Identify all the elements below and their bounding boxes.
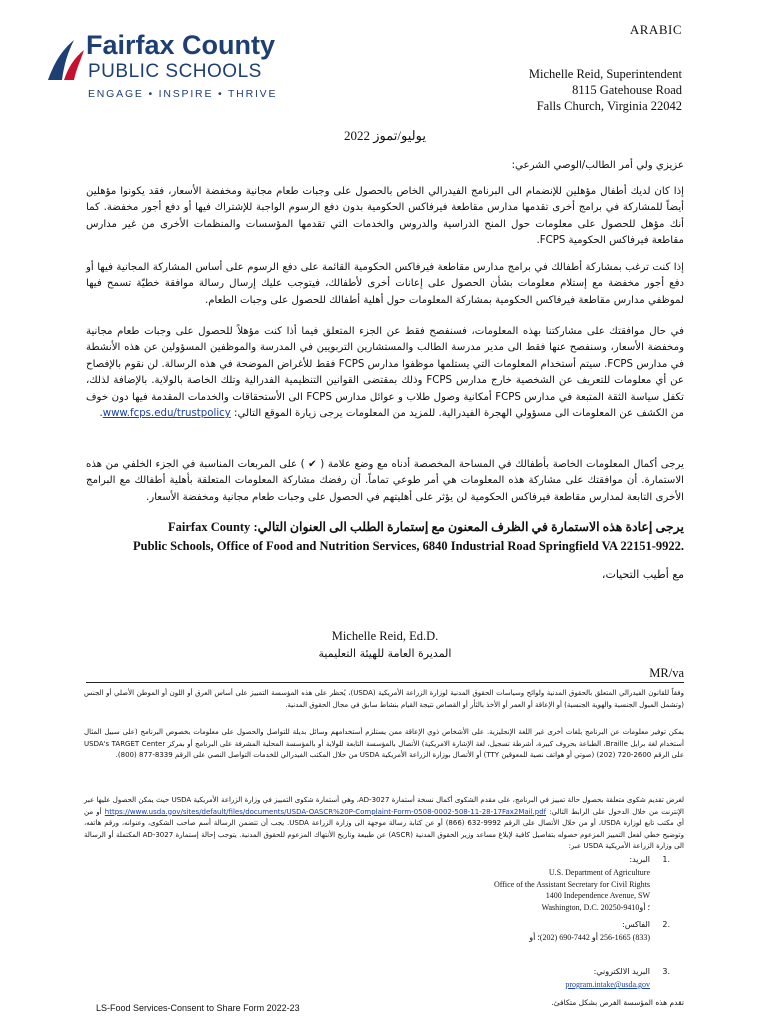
privacy-text: في حال موافقتك على مشاركتنا بهذه المعلومات، فسنفصح فقط عن الجزء المتعلق فيما أذا كنت مؤهلاً للحصول على وجبات طعام مجانية ومخفضة الأسعار، وسنفصح عنها فقط الى مدير مدرسة الطالب والمستشارين التربويين في المدرسة والموظفين المسؤولين عن هذه الأنشطة في مدارس FCPS. سيتم أستخدام المعلومات التي يستلمها موظفوا مدارس FCPS فقط للأغراض الموضحة في هذه الرسالة. لن نقوم بالإفصاح عن أي معلومات للتعريف عن الشخصية خارج مدارس FCPS وذلك بمقتضى القوانين التنظيمية الفدرالية وتلك الخاصة بالولاية. بالإضافة لذلك، تكفل سياسة الثقة المتبعة في مدارس FCPS أمكانية وصول طلاب و عوائل مدارس FCPS الى الأستحقاقات والخدمات المقدمة فيها دون خوف من الكشف عن المعلومات الى مسؤولي الهجرة الفيدرالية. للمزيد من المعلومات يرجى زيارة الموقع التالي: — [86, 326, 685, 420]
greeting: عزيزي ولي أمر الطالب/الوصي الشرعي: — [511, 160, 684, 171]
fax-numbers: (833) 256-1665 أو 7442-690 (202)؛ أو — [529, 933, 650, 942]
paragraph-privacy: في حال موافقتك على مشاركتنا بهذه المعلومات، فسنفصح فقط عن الجزء المتعلق فيما أذا كنت مؤهلاً للحصول على وجبات طعام مجانية ومخفضة الأسعار، وسنفصح عنها فقط الى مدير مدرسة الطالب والمستشارين التربويين في المدرسة والموظفين المسؤولين عن هذه الأنشطة في مدارس FCPS. سيتم أستخدام المعلومات التي يستلمها موظفوا مدارس FCPS فقط للأغراض الموضحة في هذه الرسالة. لن نقوم بالإفصاح عن أي معلومات للتعريف عن الشخصية خارج مدارس FCPS وذلك بمقتضى القوانين التنظيمية الفدرالية وتلك الخاصة بالولاية. بالإضافة لذلك، تكفل سياسة الثقة المتبعة في مدارس FCPS أمكانية وصول طلاب و عوائل مدارس FCPS الى الأستحقاقات والخدمات المقدمة فيها دون خوف من الكشف عن المعلومات الى مسؤولي الهجرة الفيدرالية. للمزيد من المعلومات يرجى زيارة الموقع التالي: www.fcps.edu/trustpolicy. — [86, 326, 685, 420]
intake-email-link[interactable]: program.intake@usda.gov — [565, 980, 650, 989]
complaint-intro: لغرض تقديم شكوى متعلقة بحصول حالة تمييز في البرنامج، على مقدم الشكوى أكمال نسخة أستمارة AD-3027، وهي أستمارة شكوى التمييز في وزارة الزراعة الأمريكية USDA حيث يمكن الحصول عليها عبر الإنترنت من خلال الدخول على الرابط التالي: — [84, 796, 684, 816]
address-city: Falls Church, Virginia 22042 — [536, 99, 682, 113]
mail-line: Washington, D.C. 20250-9410؛ أو — [541, 902, 650, 912]
mail-line: Office of the Assistant Secretary for Civil Rights — [493, 879, 650, 889]
accessibility-statement: يمكن توفير معلومات عن البرنامج بلغات أخرى غير اللغة الإنجليزية. على الأشخاص ذوي الإعاقة ممن يستلزم أستخدامهم وسائل بديلة للتواصل والحصول على معلومات بخصوص البرنامج (على سبيل المثال أستخدام لغة برايل Braille، الطباعة بحروف كبيرة، أشرطة تسجيل، لغة الإشارة الامريكية) الأتصال بالمؤسسة التابعة للولاية أو بالمؤسسة المحلية المشرفة على البرنامج أو بمركز USDA's TARGET Center على الرقم 2600-720 (202) (صوتي أو هواتف نصية للمعوقين TTY) أو الأتصال بوزارة الزراعة الأمريكية USDA من خلال المكتب الفيدرالي للخدمات التواصل النصي على الرقم 8339-877 (800). — [84, 728, 684, 760]
initials: MR/va — [649, 666, 684, 680]
language-label: ARABIC — [629, 22, 682, 37]
equal-opportunity-statement: تقدم هذه المؤسسة الفرص بشكل متكافئ. — [551, 998, 684, 1007]
signature-block — [0, 628, 770, 662]
list-number-1: 1. — [662, 855, 670, 864]
superintendent-address — [529, 66, 682, 114]
list-number-2: 2. — [662, 920, 670, 929]
address-street: 8115 Gatehouse Road — [572, 83, 682, 97]
paragraph-instructions: يرجى أكمال المعلومات الخاصة بأطفالك في المساحة المخصصة أدناه مع وضع علامة ( ✔ ) على المربعات المناسبة في الجزء الخلفي من هذه الاستمارة. أن موافقتك على مشاركة هذه المعلومات هي أمر طوعي تماماً. أن رفضك مشاركة المعلومات المتعلقة بأهلية أطفالك مع البرامج الأخرى التابعة لمدارس مقاطعة فيرفاكس الحكومية لن يؤثر على أهليتهم في الحصول على وجبات طعام مجانية ومخفضة الأسعار. — [86, 459, 684, 503]
fcps-logo — [36, 30, 336, 120]
list-label-mail: البريد: — [629, 855, 650, 864]
return-address-line: Public Schools, Office of Food and Nutrition Services, 6840 Industrial Road Springfield VA 22151-9922. — [133, 539, 684, 553]
signer-name: Michelle Reid, Ed.D. — [331, 629, 439, 643]
fcps-logo-mark-icon — [44, 34, 86, 86]
return-address-block — [84, 518, 684, 556]
complaint-form-link[interactable]: https://www.usda.gov/sites/default/files/documents/USDA-OASCR%20P-Complaint-Form-0508-0002-508-11-28-17Fax2Mail.pdf — [104, 807, 547, 816]
mail-line: 1400 Independence Avenue, SW — [545, 891, 650, 900]
list-label-email: البريد الالكتروني: — [593, 967, 650, 976]
list-label-fax: الفاكس: — [622, 920, 650, 929]
closing: مع أطيب التحيات، — [601, 568, 684, 581]
trust-policy-link[interactable]: www.fcps.edu/trustpolicy — [102, 408, 231, 420]
signer-title: المديرة العامة للهيئة التعليمية — [318, 647, 452, 660]
return-instruction-arabic: يرجى إعادة هذه الاستمارة في الظرف المعنون مع إستمارة الطلب الى العنوان التالي: — [253, 520, 684, 534]
form-id-footer: LS-Food Services-Consent to Share Form 2022-23 — [96, 1003, 300, 1013]
logo-text-fairfax-county: Fairfax County — [86, 30, 276, 60]
letter-date: يوليو/تموز 2022 — [344, 128, 426, 143]
logo-tagline: ENGAGE • INSPIRE • THRIVE — [88, 88, 278, 100]
paragraph-consent: إذا كنت ترغب بمشاركة أطفالك في برامج مدارس مقاطعة فيرفاكس الحكومية القائمة على دفع الرسوم على أساس المشاركة المجانية فيها أو دفع أجور مخفضة مع إستلام معلومات بشأن الحصول على إعانات أخرى لأطفالك، فيتوجب عليك إرسال رسالة موافقة خطيّة تسمح فيها لموظفي مدارس مقاطعة فيرفاكس الحكومية بمشاركة المعلومات حول أهلية أطفالك للحصول على وجبات الطعام. — [86, 262, 684, 306]
logo-text-public-schools: PUBLIC SCHOOLS — [88, 61, 262, 82]
list-number-3: 3. — [662, 967, 670, 976]
complaint-statement — [84, 795, 684, 853]
divider — [86, 682, 684, 683]
mailing-address — [494, 867, 650, 913]
complaint-instructions: أو من أي مكتب تابع لوزارة USDA، أو من خلال الأتصال على الرقم 9992-632 (866) أو عن كتابة رسالة موجهة الى وزارة الزراعة USDA. يجب أن تتضمن الرسالة أسم صاحب الشكوى، وعنوانه، ورقم هاتفه، وتوضيح خطي لفعل التمييز المزعوم حصوله بتفاصيل كافية لإبلاغ مساعد وزير الحقوق المدنية (ASCR) عن طبيعة وتاريخ الأنتهاك المزعوم للحقوق المدنية. يتوجب إحالة إستمارة AD-3027 المكتملة أو الرسالة الى وزارة الزراعة الأمريكية USDA عبر: — [84, 807, 684, 851]
return-address-start: Fairfax County — [168, 520, 251, 534]
nondiscrimination-statement: وفقاً للقانون الفيدرالي المتعلق بالحقوق المدنية ولوائح وسياسات الحقوق المدنية لوزارة الزراعة الأمريكية (USDA)، يُحظر على هذه المؤسسة التمييز على أساس العرق أو اللون أو الموطن الأصلي أو الجنس (وتشمل الميول الجنسية والهوية الجنسية) أو الإعاقة أو العمر أو الأخذ بالثأر أو القصاص نتيجة القيام بنشاط سابق في مجال الحقوق المدنية. — [84, 689, 685, 709]
paragraph-eligibility: إذا كان لديك أطفال مؤهلين للإنضمام الى البرنامج الفيدرالي الخاص بالحصول على وجبات طعام مجانية ومخفضة الأسعار، فقد يكونوا مؤهلين أيضاً للمشاركة في برامج أخرى تقدمها مدارس مقاطعة فيرفاكس الحكومية بدون دفع الرسوم الواجبة للإشتراك فيها أو دفع أجور مخفضة. كما أنك مؤهل للحصول على معلومات حول المنح الدراسية والدروس والخدمات التي تقدمها المؤسسات والمنظمات الأخرى من غير مدارس مقاطعة فيرفاكس الحكومية FCPS. — [86, 186, 684, 247]
address-name: Michelle Reid, Superintendent — [528, 67, 682, 81]
mail-line: U.S. Department of Agriculture — [548, 868, 650, 877]
